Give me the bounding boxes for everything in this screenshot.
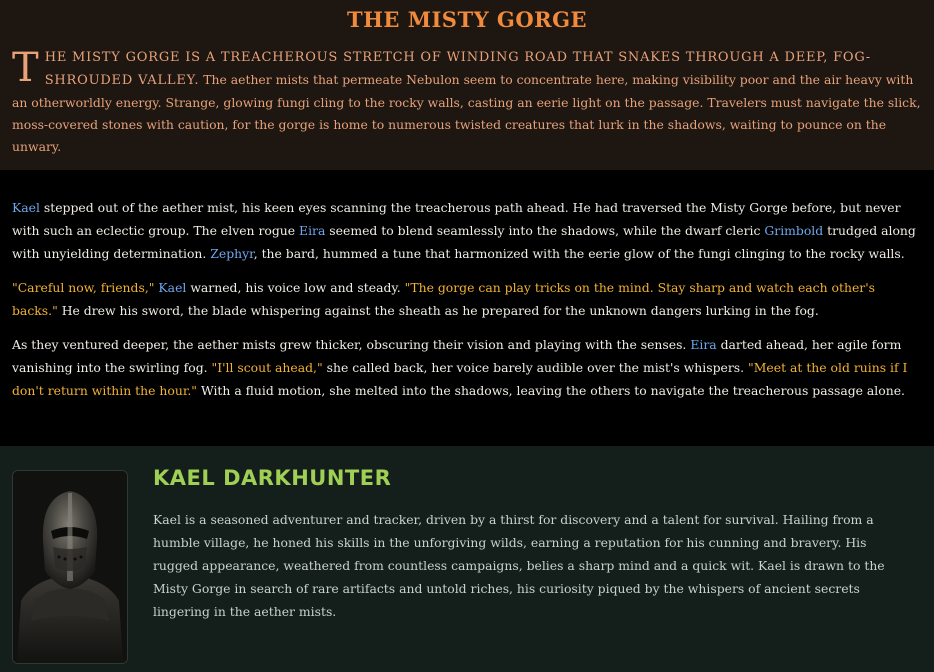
character-name-heading: KAEL DARKHUNTER [153, 466, 392, 490]
story-text: stepped out of the aether mist, his keen eyes scanning the treacherous path ahead. He had traversed the Misty Gorge before, but never with such an eclectic group. The elven rogue [12, 200, 901, 238]
dropcap-letter: T [12, 45, 39, 91]
location-body: The aether mists that permeate Nebulon seem to concentrate here, making visibility poor and the air heavy with an otherworldly energy. Strange, glowing fungi cling to the rocky walls, casting an eerie light on the passage. Travelers must navigate the slick, moss-covered stones with caution, for the gorge is home to numerous twisted creatures that lurk in the shadows, waiting to pounce on the unwary. [12, 72, 921, 154]
dialogue-quote: "I'll scout ahead," [211, 360, 323, 375]
story-text: As they ventured deeper, the aether mists grew thicker, obscuring their vision and playing with the senses. [12, 337, 691, 352]
story-text: warned, his voice low and steady. [186, 280, 405, 295]
story-text: darted ahead, her agile form vanishing into the swirling fog. [12, 337, 902, 375]
character-name-kael: Kael [158, 280, 187, 295]
dialogue-quote: "Meet at the old ruins if I don't return within the hour." [12, 360, 908, 398]
knight-illustration [13, 471, 127, 663]
character-name-zephyr: Zephyr [210, 246, 254, 261]
story-text: With a fluid motion, she melted into the shadows, leaving the others to navigate the treacherous passage alone. [197, 383, 905, 398]
location-lead-sentence: HE MISTY GORGE IS A TREACHEROUS STRETCH OF WINDING ROAD THAT SNAKES THROUGH A DEEP, FOG-SHROUDED VALLEY. [44, 50, 871, 88]
story-text: seemed to blend seamlessly into the shadows, while the dwarf cleric [325, 223, 765, 238]
dialogue-quote: "The gorge can play tricks on the mind. Stay sharp and watch each other's backs." [12, 280, 875, 318]
location-title: THE MISTY GORGE [346, 7, 588, 32]
story-paragraph-3 [12, 333, 922, 402]
story-paragraph-1 [12, 196, 922, 265]
character-name-eira: Eira [299, 223, 326, 238]
story-text: she called back, her voice barely audible over the mist's whispers. [322, 360, 749, 375]
character-description: Kael is a seasoned adventurer and tracker, driven by a thirst for discovery and a talent for survival. Hailing from a humble village, he honed his skills in the unforgiving wilds, earning a reputation for his cunning and bravery. His rugged appearance, weathered from countless campaigns, belies a sharp mind and a quick wit. Kael is drawn to the Misty Gorge in search of rare artifacts and untold riches, his curiosity piqued by the whispers of ancient secrets lingering in the aether mists. [153, 512, 885, 619]
story-text: He drew his sword, the blade whispering against the sheath as he prepared for the unknown dangers lurking in the fog. [57, 303, 819, 318]
armored-knight-portrait-icon [12, 470, 128, 664]
location-intro [0, 0, 934, 170]
story-paragraph-2 [12, 276, 922, 322]
story-section [0, 170, 934, 446]
character-name-eira: Eira [690, 337, 717, 352]
character-name-grimbold: Grimbold [764, 223, 824, 238]
dialogue-quote: "Careful now, friends," [12, 280, 155, 295]
story-text: , the bard, hummed a tune that harmonized with the eerie glow of the fungi clinging to the rocky walls. [253, 246, 905, 261]
character-card [0, 446, 934, 672]
character-name-kael: Kael [12, 200, 40, 215]
story-text: trudged along with unyielding determination. [12, 223, 916, 261]
location-description [12, 46, 922, 158]
